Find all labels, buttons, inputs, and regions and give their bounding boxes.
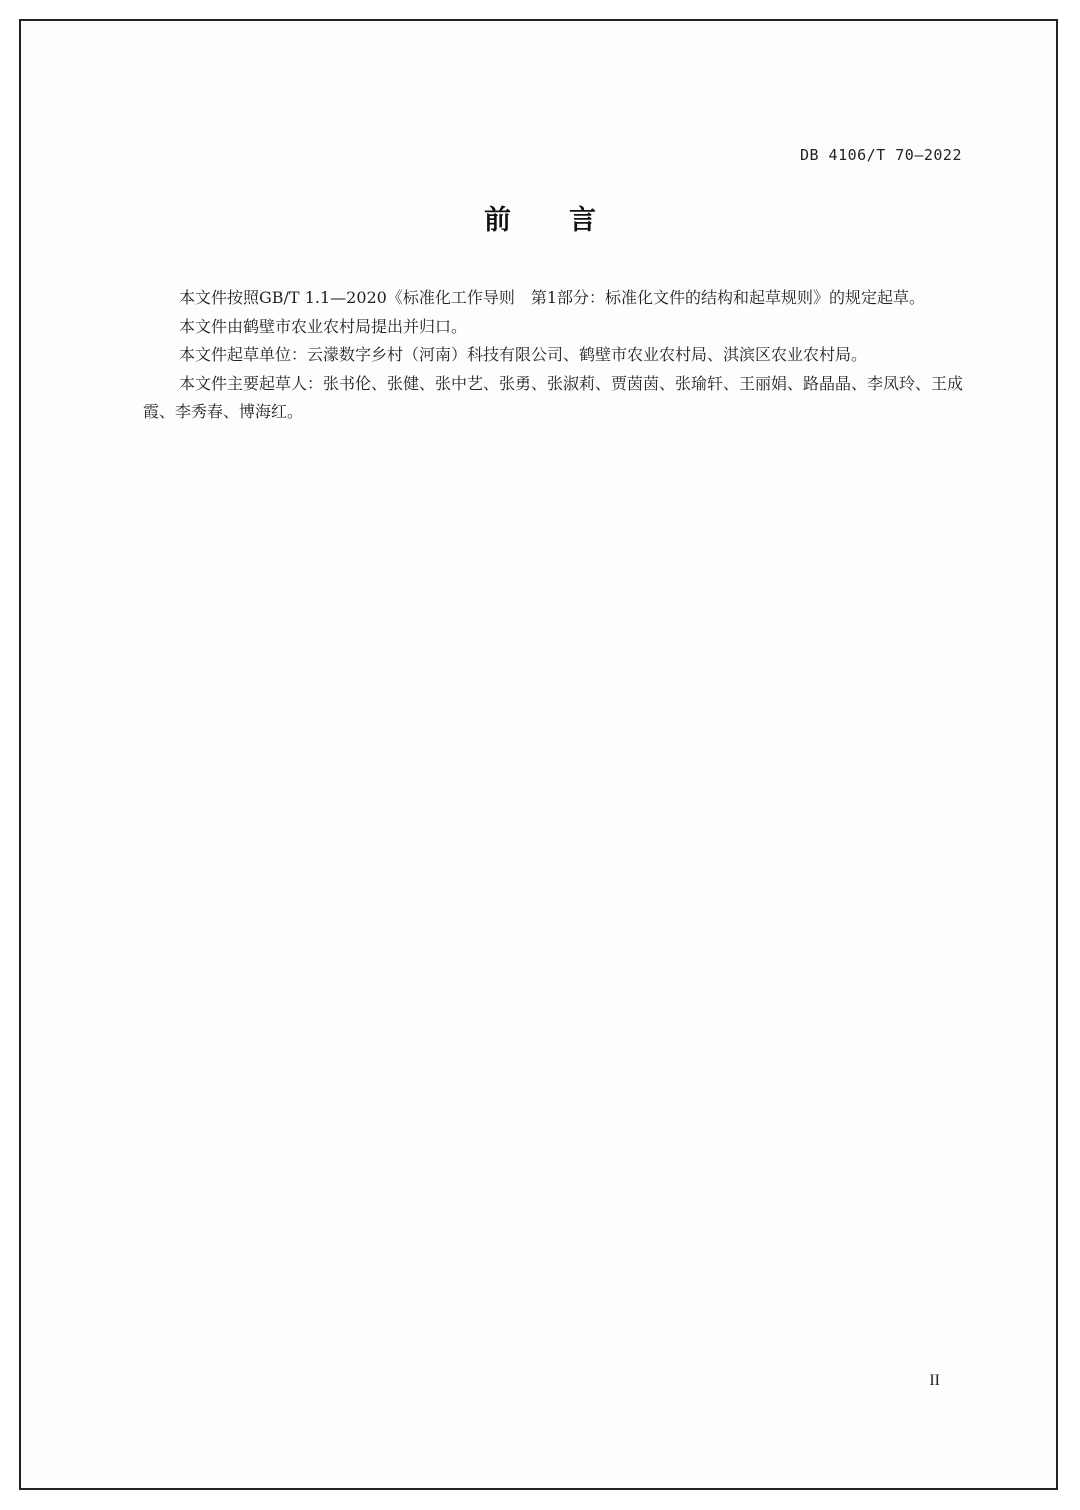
paragraph-drafters: 本文件主要起草人：张书伦、张健、张中艺、张勇、张淑莉、贾茵茵、张瑜轩、王丽娟、路晶晶、李凤玲、王成霞、李秀春、博海红。 — [143, 373, 964, 421]
paragraph-proposer: 本文件由鹤壁市农业农村局提出并归口。 — [179, 316, 468, 336]
paragraph-drafting-units: 本文件起草单位：云濛数字乡村（河南）科技有限公司、鹤壁市农业农村局、淇滨区农业农村局。 — [179, 345, 868, 364]
page-frame — [19, 19, 1058, 1490]
foreword-body — [143, 284, 963, 427]
page-title: 前言 — [484, 205, 654, 236]
paragraph-drafting-rule: 本文件按照GB/T 1.1—2020《标准化工作导则 第1部分：标准化文件的结构和起草规则》的规定起草。 — [179, 288, 926, 307]
document-code: DB 4106/T 70—2022 — [799, 146, 962, 164]
page-number: II — [929, 1372, 940, 1389]
